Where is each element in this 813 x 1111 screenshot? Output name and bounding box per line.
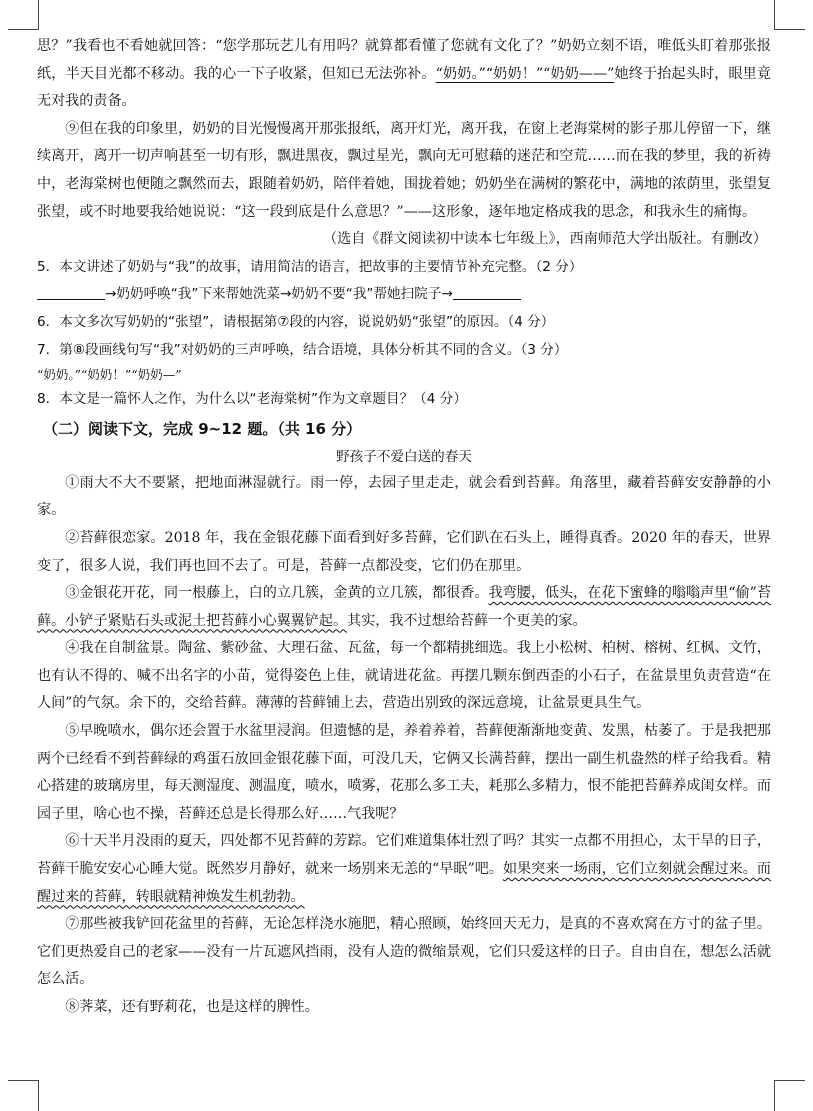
article-paragraph-4: ④我在自制盆景。陶盆、紫砂盆、大理石盆、瓦盆，每一个都精挑细选。我上小松树、柏树、榕树、红枫、文竹，也有认不得的、喊不出名字的小苗，觉得姿色上佳，就请进花盆。再摆几颗东倒西歪的小石子，在盆景里负责营造“在人间”的气氛。余下的，交给苔藓。薄薄的苔藓铺上去，营造出别致的深远意境，让盆景更具生气。 (37, 640, 771, 712)
question-5-chain (37, 281, 771, 309)
answer-blank-2[interactable] (453, 285, 521, 300)
paragraph-9: ⑨但在我的印象里，奶奶的目光慢慢离开那张报纸，离开灯光，离开我，在窗上老海棠树的影子那儿停留一下，继续离开，离开一切声响甚至一切有形，飘进黑夜，飘过星光，飘向无可慰藉的迷茫和空荒……而在我的梦里，我的祈祷中，老海棠树也便随之飘然而去，跟随着奶奶，陪伴着她，围拢着她；奶奶坐在满树的繁花中，满地的浓荫里，张望复张望，或不时地要我给她说说：“这一段到底是什么意思？”——这形象，逐年地定格成我的思念，和我永生的痛悔。 (37, 120, 771, 220)
p3-text-a: ③金银花开花，同一根藤上，白的立几簇，金黄的立几簇，都很香。 (65, 585, 489, 602)
q5-chain-text: →奶奶呼唤“我”下来帮她洗菜→奶奶不要“我”帮她扫院子→ (105, 286, 453, 303)
article-paragraph-8: ⑧荠菜，还有野莉花，也是这样的脾性。 (65, 999, 319, 1015)
question-5: 5．本文讲述了奶奶与“我”的故事，请用简洁的语言，把故事的主要情节补充完整。（2 分） (37, 258, 583, 275)
para8-underlined-calls: “奶奶。”“奶奶！”“奶奶——” (435, 65, 615, 82)
section-heading: （二）阅读下文，完成 9~12 题。（共 16 分） (43, 419, 362, 438)
answer-blank-1[interactable] (37, 285, 105, 300)
para8-text-b: 她终于抬起头时，眼里竟无对我的责备。 (37, 65, 772, 110)
article-paragraph-6 (37, 828, 771, 911)
crop-mark-bottom-left (8, 1080, 39, 1111)
crop-mark-top-right (774, 0, 805, 30)
p6-text-a: ⑥十天半月没雨的夏天，四处都不见苔藓的芳踪。它们难道集体壮烈了吗？其实一点都不用担心，太干旱的日子，苔藓干脆安安心心睡大觉。既然岁月静好，就来一场别来无恙的“早眠”吧。 (37, 833, 771, 878)
article-paragraph-7: ⑦那些被我铲回花盆里的苔藓，无论怎样浇水施肥，精心照顾，始终回天无力，是真的不喜欢窝在方寸的盆子里。它们更热爱自己的老家——没有一片瓦遮风挡雨，没有人造的微缩景观，它们只爱这样的日子。自由自在，想怎么活就怎么活。 (37, 916, 771, 988)
source-note: （选自《群文阅读初中读本七年级上》，西南师范大学出版社。有删改） (323, 231, 767, 248)
article-title: 野孩子不爱白送的春天 (336, 448, 472, 465)
crop-mark-top-left (8, 0, 39, 30)
paragraph-8-continued (37, 33, 771, 116)
article-paragraph-2: ②苔藓很恋家。2018 年，我在金银花藤下面看到好多苔藓，它们趴在石头上，睡得真香。2020 年的春天，世界变了，很多人说，我们再也回不去了。可是，苔藓一点都没变，它们仍在那里。 (37, 529, 771, 574)
question-7: 7．第⑧段画线句写“我”对奶奶的三声呼唤，结合语境，具体分析其不同的含义。（3 分） (37, 341, 568, 358)
p6-wavy-underlined: 如果突来一场雨，它们立刻就会醒过来。而醒过来的苔藓，转眼就精神焕发生机勃勃。 (37, 861, 771, 905)
para8-text-a: 思？”我看也不看她就回答：“您学那玩艺儿有用吗？就算都看懂了您就有文化了？”奶奶立刻不语，唯低头盯着那张报纸，半天目光都不移动。我的心一下子收紧，但知已无法弥补。 (37, 38, 771, 82)
p3-text-b: 其实，我不过想给苔藓一个更美的家。 (347, 612, 587, 629)
p3-wavy-underlined: 我弯腰，低头，在花下蜜蜂的嗡嗡声里“偷”苔藓。小铲子紧贴石头或泥土把苔藓小心翼翼铲起。 (37, 585, 771, 629)
article-paragraph-1: ①雨大不大不要紧，把地面淋湿就行。雨一停，去园子里走走，就会看到苔藓。角落里，藏着苔藓安安静静的小家。 (37, 474, 771, 519)
article-paragraph-5: ⑤早晚喷水，偶尔还会置于水盆里浸润。但遗憾的是，养着养着，苔藓便渐渐地变黄、发黑，枯萎了。于是我把那两个已经看不到苔藓绿的鸡蛋石放回金银花藤下面，可没几天，它俩又长满苔藓，摆出一副生机盎然的样子给我看。精心搭建的玻璃房里，每天测湿度、测温度，喷水，喷雾，花那么多工夫，耗那么多精力，恨不能把苔藓养成闺女样。而园子里，啥心也不操，苔藓还总是长得那么好……气我呢？ (37, 723, 771, 822)
question-8: 8．本文是一篇怀人之作，为什么以“老海棠树”作为文章题目？（4 分） (37, 391, 467, 408)
page-content (37, 33, 771, 1022)
question-7-quote: “奶奶。”“奶奶！”“奶奶—” (37, 367, 182, 383)
question-6: 6．本文多次写奶奶的“张望”，请根据第⑦段的内容，说说奶奶“张望”的原因。（4 分） (37, 313, 555, 330)
article-paragraph-3 (37, 580, 771, 635)
crop-mark-bottom-right (774, 1080, 805, 1111)
